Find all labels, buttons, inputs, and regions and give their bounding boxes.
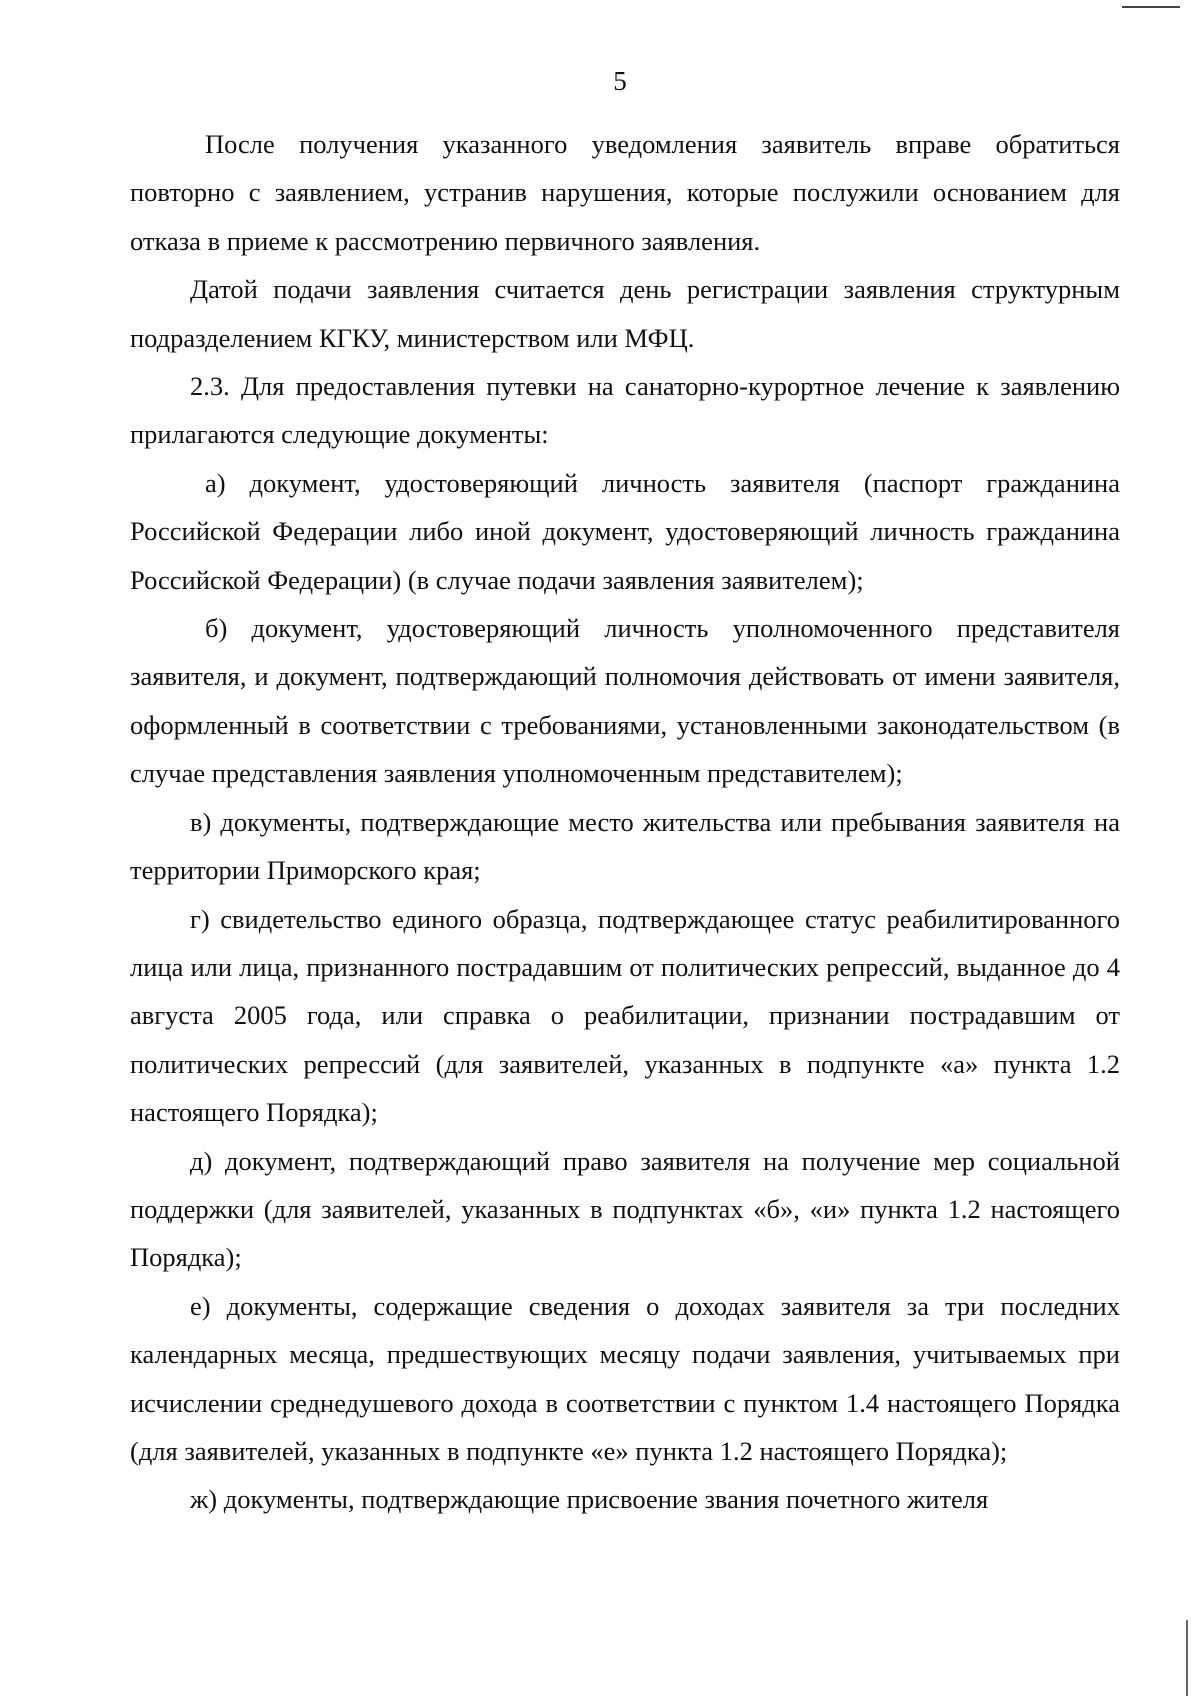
- paragraph-notification-reapply: После получения указанного уведомления заявитель вправе обратиться повторно с заявлением, устранив нарушения, которые послужили основанием для отказа в приеме к рассмотрению первичного заявления.: [130, 129, 1120, 256]
- paragraph-filing-date: Датой подачи заявления считается день регистрации заявления структурным подразделением КГКУ, министерством или МФЦ.: [130, 274, 1120, 353]
- scan-edge-mark-right: [1186, 1620, 1188, 1696]
- list-item-e: е) документы, содержащие сведения о доходах заявителя за три последних календарных месяца, предшествующих месяцу подачи заявления, учитываемых при исчислении среднедушевого дохода в соответствии с пунктом 1.4 настоящего Порядка (для заявителей, указанных в подпункте «е» пункта 1.2 настоящего Порядка);: [130, 1290, 1120, 1466]
- scan-edge-mark-top: [1122, 6, 1180, 8]
- list-item-g: г) свидетельство единого образца, подтверждающее статус реабилитированного лица или лица, признанного пострадавшим от политических репрессий, выданное до 4 августа 2005 года, или справка о реабилитации, признании пострадавшим от политических репрессий (для заявителей, указанных в подпункте «а» пункта 1.2 настоящего Порядка);: [130, 903, 1120, 1128]
- document-body: [130, 120, 1120, 1524]
- list-item-v: в) документы, подтверждающие место жительства или пребывания заявителя на территории Приморского края;: [130, 806, 1120, 886]
- list-item-zh: ж) документы, подтверждающие присвоение звания почетного жителя: [190, 1484, 989, 1515]
- paragraph-2-3-documents: 2.3. Для предоставления путевки на санаторно-курортное лечение к заявлению прилагаются следующие документы:: [130, 371, 1120, 450]
- page-number: 5: [613, 66, 627, 96]
- list-item-a: а) документ, удостоверяющий личность заявителя (паспорт гражданина Российской Федерации либо иной документ, удостоверяющий личность гражданина Российской Федерации) (в случае подачи заявления заявителем);: [130, 467, 1120, 595]
- list-item-d: д) документ, подтверждающий право заявителя на получение мер социальной поддержки (для заявителей, указанных в подпунктах «б», «и» пункта 1.2 настоящего Порядка);: [130, 1145, 1120, 1273]
- list-item-b: б) документ, удостоверяющий личность уполномоченного представителя заявителя, и документ, подтверждающий полномочия действовать от имени заявителя, оформленный в соответствии с требованиями, установленными законодательством (в случае представления заявления уполномоченным представителем);: [130, 613, 1120, 789]
